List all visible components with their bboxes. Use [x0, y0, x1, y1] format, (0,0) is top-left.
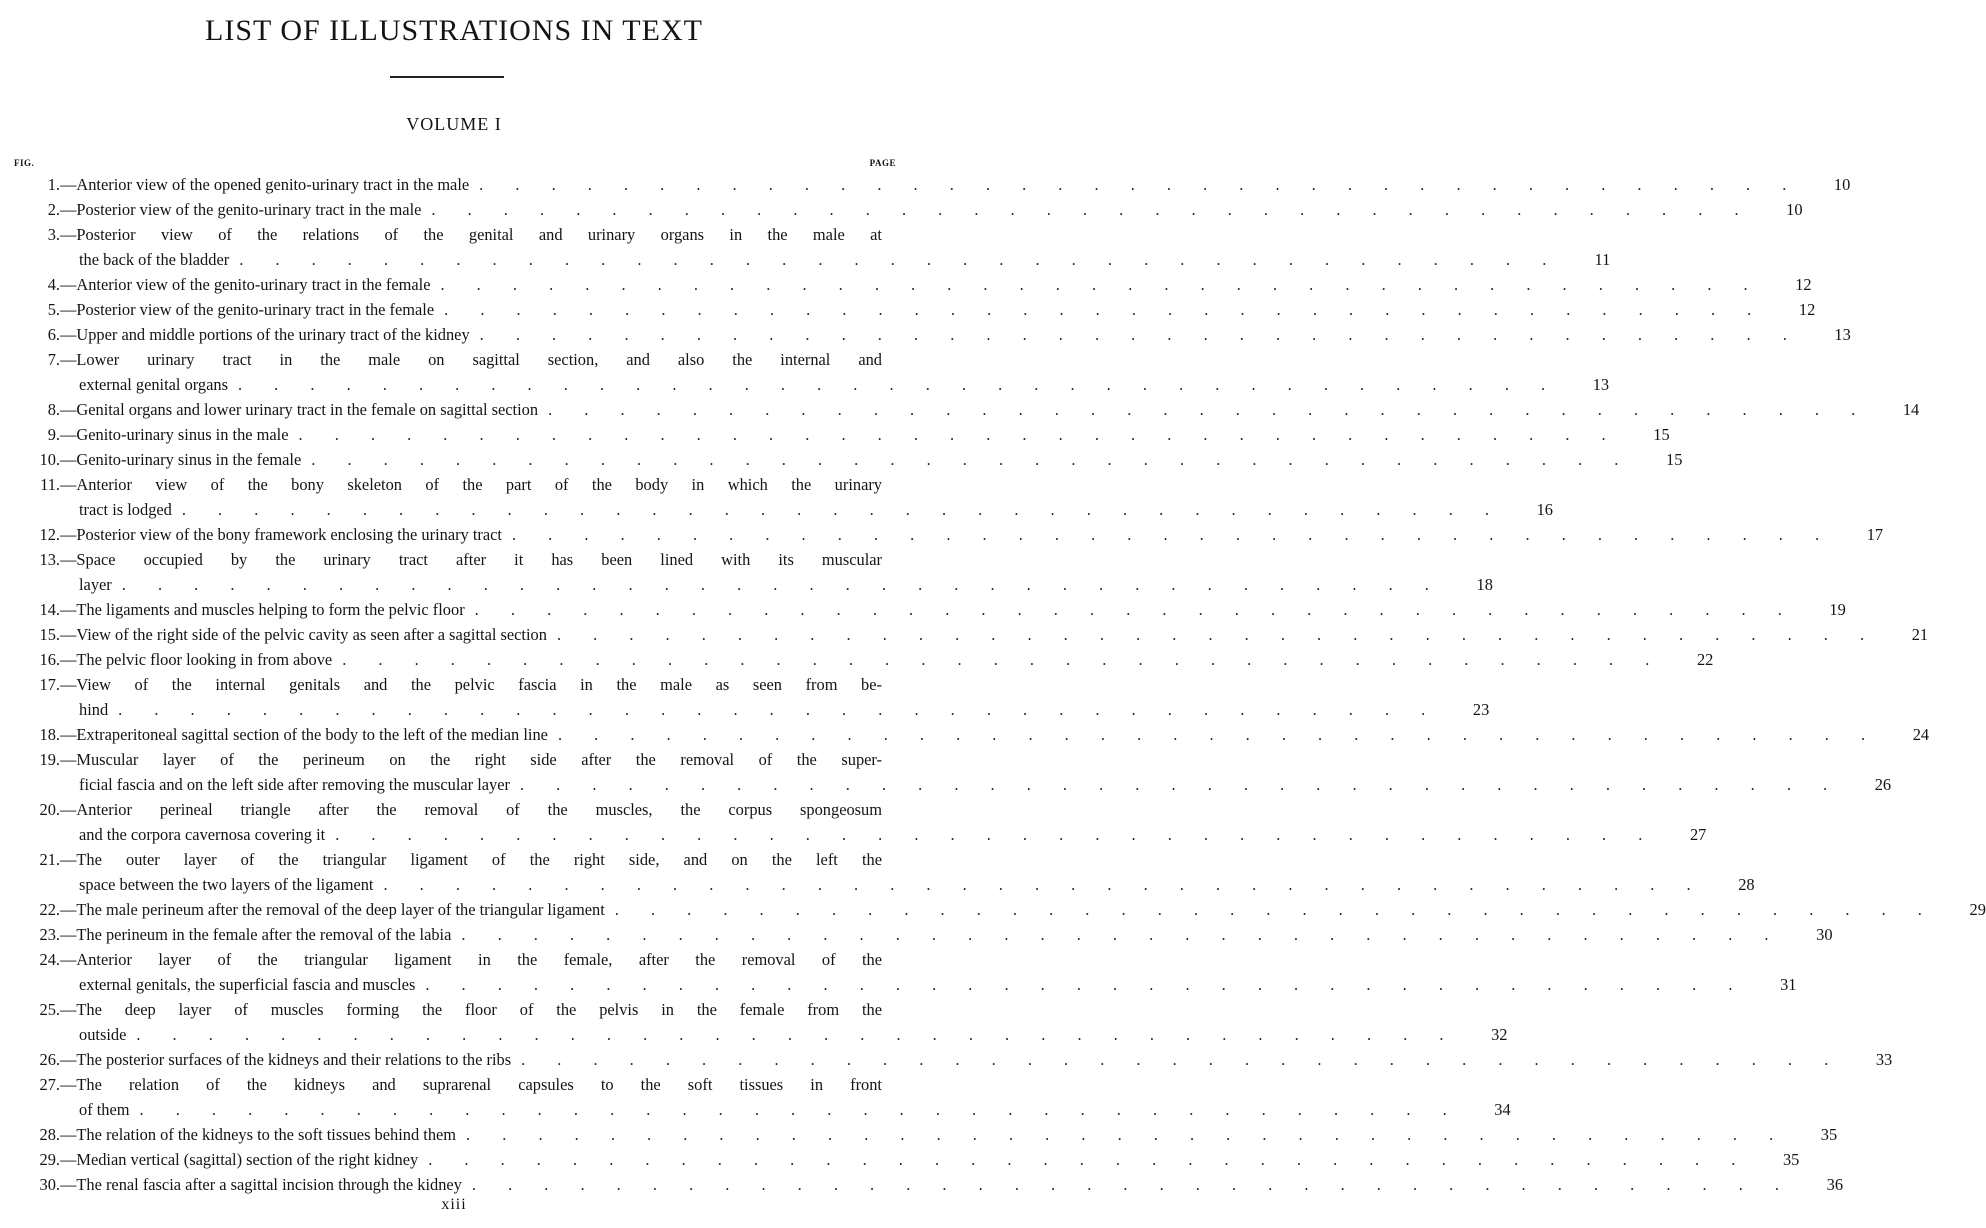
figure-description: Genito-urinary sinus in the female [76, 450, 302, 469]
em-dash: — [60, 200, 77, 219]
entry-continuation-line [14, 497, 1553, 522]
page-number: 24 [1912, 725, 1930, 744]
figure-number: 19. [39, 750, 60, 769]
list-item [14, 222, 1611, 272]
page-number: 12 [1795, 275, 1812, 294]
figure-description: Anterior layer of the triangular ligament in the female, after the removal of the [76, 950, 882, 969]
figure-description: View of the right side of the pelvic cavity as seen after a sagittal section [76, 625, 547, 644]
figure-description: Upper and middle portions of the urinary tract of the kidney [76, 325, 470, 344]
list-item [14, 897, 1986, 922]
entry-continuation-line [14, 572, 1493, 597]
figure-number: 6. [47, 325, 60, 344]
figure-description: The deep layer of muscles forming the floor of the pelvis in the female from the [76, 1000, 882, 1019]
em-dash: — [60, 275, 77, 294]
em-dash: — [60, 550, 77, 569]
page-number: 35 [1782, 1150, 1800, 1169]
figure-description-continued: space between the two layers of the ligament [79, 875, 374, 894]
entry-line [14, 1172, 1844, 1197]
page-number: 23 [1472, 700, 1490, 719]
list-item [14, 522, 1884, 547]
figure-number: 12. [39, 525, 60, 544]
entry-line [14, 522, 1884, 547]
leader-dots: . . . . . . . . . . . . . . . . . . . . . . . . . . . . . . . . . . . . . [311, 450, 1633, 469]
entry-line [14, 422, 1670, 447]
entry-line [14, 197, 1803, 222]
em-dash: — [60, 600, 77, 619]
leader-dots: . . . . . . . . . . . . . . . . . . . . . . . . . . . . . . . . . . . . . [342, 650, 1664, 669]
page-number: 14 [1902, 400, 1920, 419]
page-number: 36 [1826, 1175, 1844, 1194]
leader-dots: . . . . . . . . . . . . . . . . . . . . . . . . . . . . . . . . . . . . . [440, 275, 1762, 294]
leader-dots: . . . . . . . . . . . . . . . . . . . . . . . . . . . . . . . . . . . . . [425, 975, 1747, 994]
leader-dots: . . . . . . . . . . . . . . . . . . . . . . . . . . . . . . . . . . . . . [521, 1050, 1843, 1069]
list-item [14, 647, 1714, 672]
leader-dots: . . . . . . . . . . . . . . . . . . . . . . . . . . . . . . . . . . . . . [136, 1025, 1458, 1044]
leader-dots: . . . . . . . . . . . . . . . . . . . . . . . . . . . . . . . . . . . . . [444, 300, 1766, 319]
figure-number: 15. [39, 625, 60, 644]
em-dash: — [60, 850, 77, 869]
figure-number: 20. [39, 800, 60, 819]
em-dash: — [60, 450, 77, 469]
figure-number: 1. [47, 175, 60, 194]
list-item [14, 1172, 1844, 1197]
entry-line [14, 397, 1920, 422]
list-item [14, 1122, 1838, 1147]
figure-number: 3. [47, 225, 60, 244]
page-number: 16 [1536, 500, 1553, 519]
list-item [14, 347, 1610, 397]
em-dash: — [60, 650, 77, 669]
leader-dots: . . . . . . . . . . . . . . . . . . . . . . . . . . . . . . . . . . . . . [181, 500, 1503, 519]
volume-heading: VOLUME I [406, 114, 502, 134]
em-dash: — [60, 325, 77, 344]
page-number: 12 [1798, 300, 1816, 319]
entry-line [14, 1122, 1838, 1147]
page-number: 35 [1820, 1125, 1838, 1144]
em-dash: — [60, 1050, 77, 1069]
list-item [14, 922, 1833, 947]
entry-line [14, 347, 896, 372]
figure-number: 26. [39, 1050, 60, 1069]
list-item [14, 447, 1683, 472]
em-dash: — [60, 175, 77, 194]
figure-description: Extraperitoneal sagittal section of the body to the left of the median line [76, 725, 548, 744]
fig-column-header: FIG. [14, 158, 35, 168]
leader-dots: . . . . . . . . . . . . . . . . . . . . . . . . . . . . . . . . . . . . . [237, 375, 1560, 394]
figure-description-continued: the back of the bladder [79, 250, 230, 269]
em-dash: — [60, 475, 77, 494]
list-item [14, 197, 1803, 222]
entry-line [14, 297, 1816, 322]
figure-description: Anterior view of the bony skeleton of the part of the body in which the urinary [76, 475, 882, 494]
title-rule [390, 76, 504, 78]
figure-description: Space occupied by the urinary tract after it has been lined with its muscular [76, 550, 882, 569]
page-number: 31 [1780, 975, 1797, 994]
leader-dots: . . . . . . . . . . . . . . . . . . . . . . . . . . . . . . . . . . . . . [461, 925, 1783, 944]
figure-description: Posterior view of the relations of the genital and urinary organs in the male at [76, 225, 882, 244]
leader-dots: . . . . . . . . . . . . . . . . . . . . . . . . . . . . . . . . . . . . . [556, 625, 1879, 644]
leader-dots: . . . . . . . . . . . . . . . . . . . . . . . . . . . . . . . . . . . . . [383, 875, 1705, 894]
page-number: 27 [1689, 825, 1707, 844]
figure-number: 7. [47, 350, 60, 369]
page-number: 32 [1491, 1025, 1508, 1044]
page-number: 34 [1494, 1100, 1511, 1119]
figure-description: Posterior view of the genito-urinary tract in the male [76, 200, 422, 219]
entry-line [14, 722, 1930, 747]
list-item [14, 472, 1553, 522]
figure-description: The male perineum after the removal of the deep layer of the triangular ligament [76, 900, 605, 919]
page-number: 10 [1786, 200, 1803, 219]
list-item [14, 297, 1816, 322]
list-item [14, 422, 1670, 447]
entry-line [14, 847, 896, 872]
page-number: 18 [1476, 575, 1493, 594]
page-number: 15 [1666, 450, 1683, 469]
figure-description-continued: ficial fascia and on the left side after removing the muscular layer [79, 775, 510, 794]
list-item [14, 797, 1707, 847]
entry-line [14, 747, 896, 772]
list-item [14, 547, 1493, 597]
em-dash: — [60, 1150, 77, 1169]
figure-number: 8. [47, 400, 60, 419]
em-dash: — [60, 625, 77, 644]
page-number: 33 [1875, 1050, 1893, 1069]
entry-line [14, 622, 1929, 647]
figure-description-continued: tract is lodged [79, 500, 172, 519]
leader-dots: . . . . . . . . . . . . . . . . . . . . . . . . . . . . . . . . . . . . . [466, 1125, 1788, 1144]
figure-description: View of the internal genitals and the pelvic fascia in the male as seen from be- [76, 675, 882, 694]
figure-description-continued: of them [79, 1100, 130, 1119]
figure-description: The relation of the kidneys to the soft tissues behind them [76, 1125, 457, 1144]
leader-dots: . . . . . . . . . . . . . . . . . . . . . . . . . . . . . . . . . . . . . [121, 575, 1443, 594]
leader-dots: . . . . . . . . . . . . . . . . . . . . . . . . . . . . . . . . . . . . . [298, 425, 1620, 444]
list-item [14, 1072, 1511, 1122]
page-number: 15 [1653, 425, 1670, 444]
figure-number: 28. [39, 1125, 60, 1144]
figure-description: The posterior surfaces of the kidneys and their relations to the ribs [76, 1050, 512, 1069]
em-dash: — [60, 900, 77, 919]
leader-dots: . . . . . . . . . . . . . . . . . . . . . . . . . . . . . . . . . . . . . [335, 825, 1657, 844]
figure-description: The relation of the kidneys and suprarenal capsules to the soft tissues in front [76, 1075, 882, 1094]
figure-description: The outer layer of the triangular ligament of the right side, and on the left the [76, 850, 882, 869]
figure-number: 22. [39, 900, 60, 919]
list-item [14, 622, 1929, 647]
figure-number: 27. [39, 1075, 60, 1094]
page-number: 22 [1696, 650, 1714, 669]
entry-line [14, 272, 1812, 297]
figure-number: 21. [39, 850, 60, 869]
list-item [14, 397, 1920, 422]
page-folio: xiii [441, 1196, 467, 1213]
figure-number: 4. [47, 275, 60, 294]
page-number: 10 [1833, 175, 1851, 194]
page-number: 13 [1592, 375, 1610, 394]
em-dash: — [60, 225, 77, 244]
figure-description: The ligaments and muscles helping to form the pelvic floor [76, 600, 465, 619]
entry-continuation-line [14, 1097, 1511, 1122]
leader-dots: . . . . . . . . . . . . . . . . . . . . . . . . . . . . . . . . . . . . . [479, 325, 1801, 344]
em-dash: — [60, 400, 77, 419]
list-item [14, 672, 1490, 722]
leader-dots: . . . . . . . . . . . . . . . . . . . . . . . . . . . . . . . . . . . . . [428, 1150, 1750, 1169]
figure-number: 10. [39, 450, 60, 469]
list-item [14, 272, 1812, 297]
list-item [14, 1047, 1893, 1072]
entry-line [14, 547, 896, 572]
entry-line [14, 1147, 1800, 1172]
leader-dots: . . . . . . . . . . . . . . . . . . . . . . . . . . . . . . . . . . . . . [557, 725, 1880, 744]
figure-number: 5. [47, 300, 60, 319]
figure-description: Muscular layer of the perineum on the right side after the removal of the super- [76, 750, 882, 769]
entry-line [14, 1072, 896, 1097]
page-number: 21 [1911, 625, 1929, 644]
entry-line [14, 897, 1986, 922]
list-item [14, 597, 1846, 622]
figure-description: Posterior view of the genito-urinary tract in the female [76, 300, 435, 319]
figure-description: Genital organs and lower urinary tract in the female on sagittal section [76, 400, 539, 419]
figure-number: 16. [39, 650, 60, 669]
em-dash: — [60, 800, 77, 819]
figure-number: 23. [39, 925, 60, 944]
entry-line [14, 172, 1851, 197]
page-number: 19 [1829, 600, 1846, 619]
figure-number: 30. [39, 1175, 60, 1194]
em-dash: — [60, 1175, 77, 1194]
page-title: LIST OF ILLUSTRATIONS IN TEXT [205, 14, 703, 47]
entry-continuation-line [14, 972, 1797, 997]
em-dash: — [60, 525, 77, 544]
em-dash: — [60, 1000, 77, 1019]
em-dash: — [60, 350, 77, 369]
list-item [14, 747, 1892, 797]
figure-description: Anterior perineal triangle after the removal of the muscles, the corpus spongeosum [76, 800, 882, 819]
figure-number: 25. [39, 1000, 60, 1019]
figure-description: Median vertical (sagittal) section of the right kidney [76, 1150, 419, 1169]
figure-description-continued: external genitals, the superficial fascia and muscles [79, 975, 416, 994]
entry-line [14, 597, 1846, 622]
entry-continuation-line [14, 872, 1755, 897]
figure-number: 14. [39, 600, 60, 619]
figure-description: The perineum in the female after the removal of the labia [76, 925, 452, 944]
leader-dots: . . . . . . . . . . . . . . . . . . . . . . . . . . . . . . . . . . . . . [614, 900, 1936, 919]
entry-continuation-line [14, 372, 1610, 397]
figure-description: Posterior view of the bony framework enclosing the urinary tract [76, 525, 502, 544]
figure-description-continued: outside [79, 1025, 127, 1044]
list-item [14, 172, 1851, 197]
figure-description-continued: external genital organs [79, 375, 228, 394]
page-number: 29 [1969, 900, 1986, 919]
em-dash: — [60, 1075, 77, 1094]
em-dash: — [60, 925, 77, 944]
figure-description: Anterior view of the opened genito-urinary tract in the male [76, 175, 470, 194]
em-dash: — [60, 750, 77, 769]
list-item [14, 947, 1797, 997]
entry-continuation-line [14, 822, 1707, 847]
page-number: 17 [1866, 525, 1884, 544]
em-dash: — [60, 950, 77, 969]
figure-number: 2. [47, 200, 60, 219]
page-number: 30 [1816, 925, 1833, 944]
page-column-header: PAGE [869, 158, 896, 168]
figure-description-continued: hind [79, 700, 109, 719]
leader-dots: . . . . . . . . . . . . . . . . . . . . . . . . . . . . . . . . . . . . . [511, 525, 1834, 544]
figure-description: The renal fascia after a sagittal incision through the kidney [76, 1175, 462, 1194]
em-dash: — [60, 300, 77, 319]
entry-line [14, 647, 1714, 672]
leader-dots: . . . . . . . . . . . . . . . . . . . . . . . . . . . . . . . . . . . . . [474, 600, 1796, 619]
figure-description: Anterior view of the genito-urinary tract in the female [76, 275, 431, 294]
em-dash: — [60, 675, 77, 694]
entry-line [14, 322, 1851, 347]
figure-description: Genito-urinary sinus in the male [76, 425, 289, 444]
page-number: 13 [1834, 325, 1851, 344]
em-dash: — [60, 1125, 77, 1144]
figure-number: 18. [39, 725, 60, 744]
list-item [14, 722, 1930, 747]
figure-number: 11. [40, 475, 60, 494]
page-number: 26 [1874, 775, 1892, 794]
entry-continuation-line [14, 697, 1490, 722]
entry-line [14, 472, 896, 497]
leader-dots: . . . . . . . . . . . . . . . . . . . . . . . . . . . . . . . . . . . . . [471, 1175, 1794, 1194]
entry-line [14, 797, 896, 822]
page-number: 28 [1738, 875, 1755, 894]
list-item [14, 847, 1755, 897]
figure-description-continued: layer [79, 575, 112, 594]
entry-line [14, 672, 896, 697]
illustration-list [14, 172, 1986, 1197]
figure-description: Lower urinary tract in the male on sagittal section, and also the internal and [76, 350, 882, 369]
list-item [14, 322, 1851, 347]
entry-line [14, 222, 896, 247]
leader-dots: . . . . . . . . . . . . . . . . . . . . . . . . . . . . . . . . . . . . . [431, 200, 1753, 219]
figure-description-continued: and the corpora cavernosa covering it [79, 825, 326, 844]
leader-dots: . . . . . . . . . . . . . . . . . . . . . . . . . . . . . . . . . . . . . [239, 250, 1561, 269]
em-dash: — [60, 425, 77, 444]
entry-continuation-line [14, 247, 1611, 272]
figure-number: 13. [39, 550, 60, 569]
figure-number: 24. [39, 950, 60, 969]
leader-dots: . . . . . . . . . . . . . . . . . . . . . . . . . . . . . . . . . . . . . [548, 400, 1870, 419]
figure-number: 29. [39, 1150, 60, 1169]
leader-dots: . . . . . . . . . . . . . . . . . . . . . . . . . . . . . . . . . . . . . [139, 1100, 1461, 1119]
leader-dots: . . . . . . . . . . . . . . . . . . . . . . . . . . . . . . . . . . . . . [519, 775, 1842, 794]
list-item [14, 997, 1508, 1047]
entry-continuation-line [14, 772, 1892, 797]
figure-number: 9. [47, 425, 60, 444]
page-number: 11 [1594, 250, 1611, 269]
leader-dots: . . . . . . . . . . . . . . . . . . . . . . . . . . . . . . . . . . . . . [479, 175, 1801, 194]
figure-description: The pelvic floor looking in from above [76, 650, 333, 669]
figure-number: 17. [39, 675, 60, 694]
entry-line [14, 1047, 1893, 1072]
em-dash: — [60, 725, 77, 744]
entry-continuation-line [14, 1022, 1508, 1047]
entry-line [14, 447, 1683, 472]
leader-dots: . . . . . . . . . . . . . . . . . . . . . . . . . . . . . . . . . . . . . [118, 700, 1440, 719]
list-item [14, 1147, 1800, 1172]
entry-line [14, 997, 896, 1022]
entry-line [14, 947, 896, 972]
entry-line [14, 922, 1833, 947]
